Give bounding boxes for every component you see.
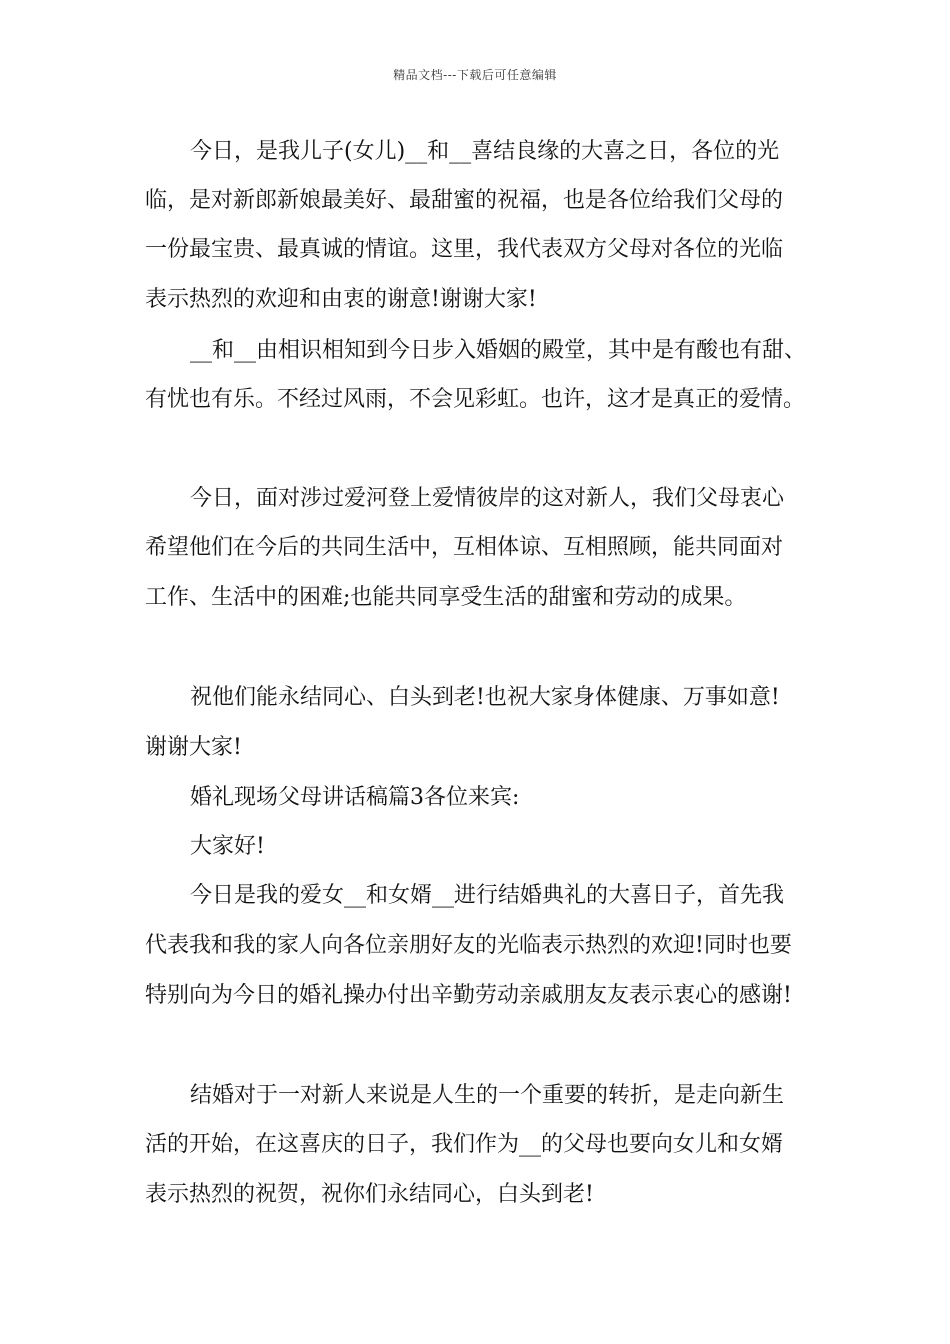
text-line: __和__由相识相知到今日步入婚姻的殿堂，其中是有酸也有甜、	[190, 338, 807, 363]
text-line: 今日是我的爱女__和女婿__进行结婚典礼的大喜日子，首先我	[190, 883, 785, 908]
page-header: 精品文档---下载后可任意编辑	[393, 68, 557, 82]
text-line: 代表我和我的家人向各位亲朋好友的光临表示热烈的欢迎!同时也要	[145, 933, 792, 958]
text-line: 临，是对新郎新娘最美好、最甜蜜的祝福，也是各位给我们父母的	[145, 188, 784, 213]
text-line: 大家好!	[190, 834, 265, 859]
text-line: 一份最宝贵、最真诚的情谊。这里，我代表双方父母对各位的光临	[145, 237, 784, 262]
text-line: 谢谢大家!	[145, 735, 242, 760]
text-line: 表示热烈的欢迎和由衷的谢意!谢谢大家!	[145, 287, 537, 312]
text-line: 今日，面对涉过爱河登上爱情彼岸的这对新人，我们父母衷心	[190, 486, 785, 511]
text-line: 有忧也有乐。不经过风雨，不会见彩虹。也许，这才是真正的爱情。	[145, 387, 806, 412]
text-line: 今日，是我儿子(女儿)__和__喜结良缘的大喜之日，各位的光	[190, 139, 780, 164]
text-line: 特别向为今日的婚礼操办付出辛勤劳动亲戚朋友友表示衷心的感谢!	[145, 983, 792, 1008]
text-line: 表示热烈的祝贺，祝你们永结同心，白头到老!	[145, 1182, 594, 1207]
text-line: 希望他们在今后的共同生活中，互相体谅、互相照顾，能共同面对	[145, 535, 784, 560]
text-line: 工作、生活中的困难;也能共同享受生活的甜蜜和劳动的成果。	[145, 585, 747, 610]
text-line: 祝他们能永结同心、白头到老!也祝大家身体健康、万事如意!	[190, 685, 780, 710]
text-line: 活的开始，在这喜庆的日子，我们作为__的父母也要向女儿和女婿	[145, 1132, 784, 1157]
text-line: 结婚对于一对新人来说是人生的一个重要的转折，是走向新生	[190, 1083, 785, 1108]
text-line: 婚礼现场父母讲话稿篇3各位来宾:	[190, 785, 520, 810]
